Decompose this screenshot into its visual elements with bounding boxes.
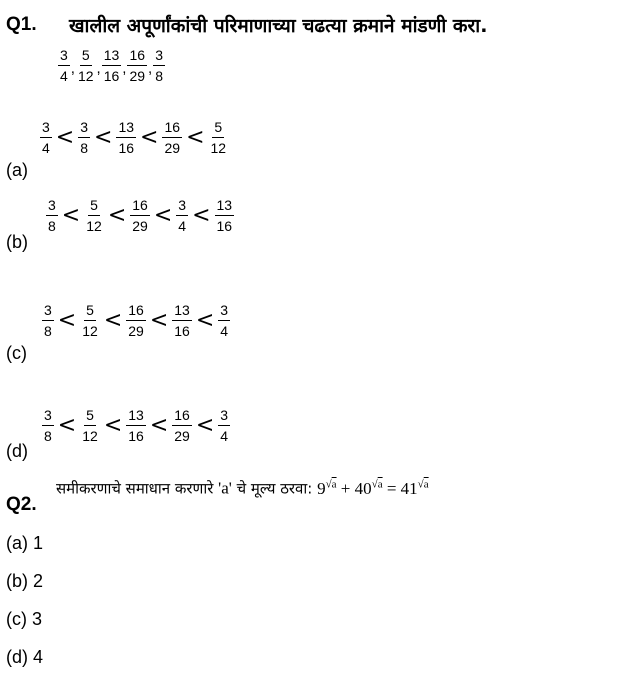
numerator: 13 <box>126 408 146 426</box>
option-a-expression <box>40 120 228 155</box>
denominator: 29 <box>174 428 190 444</box>
numerator: 16 <box>126 303 146 321</box>
exponent-root-a <box>372 478 383 490</box>
less-than-sign: < <box>61 203 81 228</box>
less-than-sign: < <box>153 203 173 228</box>
numerator: 13 <box>102 48 122 66</box>
less-than-sign: < <box>57 308 77 333</box>
fraction <box>126 408 146 443</box>
q2-option-a[interactable] <box>6 533 43 554</box>
exponent-root-a <box>326 478 337 490</box>
fraction <box>162 120 182 155</box>
equation <box>317 479 429 498</box>
separator: , <box>96 60 101 77</box>
fraction <box>116 120 136 155</box>
less-than-sign: < <box>107 203 127 228</box>
denominator: 4 <box>60 68 68 84</box>
denominator: 16 <box>128 428 144 444</box>
numerator: 3 <box>42 408 54 426</box>
denominator: 8 <box>48 218 56 234</box>
option-label: (b) <box>6 571 28 591</box>
numerator: 3 <box>153 48 165 66</box>
numerator: 13 <box>116 120 136 138</box>
less-than-sign: < <box>195 413 215 438</box>
numerator: 16 <box>172 408 192 426</box>
denominator: 29 <box>128 323 144 339</box>
radicand: a <box>423 478 429 490</box>
option-value: 1 <box>33 533 44 553</box>
option-value: 2 <box>33 571 44 591</box>
denominator: 16 <box>118 140 135 156</box>
radicand: a <box>377 478 383 490</box>
fraction <box>42 303 54 338</box>
fraction <box>84 198 104 233</box>
less-than-sign: < <box>195 308 215 333</box>
separator: , <box>70 60 75 77</box>
fraction <box>40 120 52 155</box>
denominator: 29 <box>132 218 148 234</box>
separator: , <box>148 60 153 77</box>
less-than-sign: < <box>140 125 159 150</box>
q2-option-b[interactable] <box>6 571 43 592</box>
denominator: 4 <box>220 323 229 339</box>
fraction <box>209 120 229 155</box>
numerator: 16 <box>130 198 150 216</box>
q2-option-c[interactable] <box>6 609 42 630</box>
question-1-fraction-list <box>58 48 165 83</box>
fraction <box>78 120 90 155</box>
fraction <box>172 303 192 338</box>
separator: , <box>122 60 127 77</box>
denominator: 16 <box>103 68 120 84</box>
numerator: 3 <box>176 198 188 216</box>
question-2-text-before: समीकरणाचे समाधान करणारे <box>56 479 219 498</box>
numerator: 5 <box>80 48 92 66</box>
numerator: 13 <box>215 198 235 216</box>
equals-sign: = <box>386 478 397 498</box>
fraction <box>172 408 192 443</box>
denominator: 12 <box>210 140 227 156</box>
fraction <box>126 303 146 338</box>
radical-sign: √ <box>325 478 332 490</box>
option-value: 3 <box>32 609 43 629</box>
option-c-expression <box>42 303 230 338</box>
numerator: 5 <box>84 408 96 426</box>
denominator: 8 <box>44 428 52 444</box>
denominator: 12 <box>86 218 102 234</box>
denominator: 12 <box>77 68 94 84</box>
denominator: 8 <box>155 68 164 84</box>
option-label: (d) <box>6 647 28 667</box>
fraction <box>130 198 150 233</box>
plus-sign: + <box>340 478 351 498</box>
fraction <box>46 198 58 233</box>
fraction <box>153 48 165 83</box>
option-label: (a) <box>6 533 28 553</box>
q2-option-d[interactable] <box>6 647 43 668</box>
less-than-sign: < <box>103 413 123 438</box>
less-than-sign: < <box>149 413 169 438</box>
option-label: (c) <box>6 609 27 629</box>
fraction <box>176 198 188 233</box>
radicand: a <box>331 478 337 490</box>
numerator: 16 <box>162 120 182 138</box>
numerator: 3 <box>78 120 90 138</box>
less-than-sign: < <box>94 125 113 150</box>
numerator: 3 <box>40 120 52 138</box>
question-1-text: खालील अपूर्णांकांची परिमाणाच्या चढत्या क्रमाने मांडणी करा. <box>69 15 488 37</box>
fraction <box>127 48 147 83</box>
option-value: 4 <box>33 647 44 667</box>
variable-a: 'a' <box>218 478 232 498</box>
exponent-root-a <box>418 478 429 490</box>
numerator: 5 <box>88 198 100 216</box>
denominator: 8 <box>44 323 52 339</box>
denominator: 8 <box>80 140 89 156</box>
question-2-text <box>56 478 429 499</box>
option-a-label[interactable]: (a) <box>6 160 28 180</box>
less-than-sign: < <box>57 413 77 438</box>
fraction <box>215 198 235 233</box>
denominator: 4 <box>42 140 50 156</box>
numerator: 3 <box>42 303 54 321</box>
radical-sign: √ <box>417 478 424 490</box>
less-than-sign: < <box>192 203 211 228</box>
denominator: 4 <box>178 218 187 234</box>
question-2-text-after: चे मूल्य ठरवा: <box>231 479 318 498</box>
option-c-label[interactable]: (c) <box>6 343 27 363</box>
fraction <box>218 303 230 338</box>
fraction <box>80 303 100 338</box>
base-9: 9 <box>317 478 326 498</box>
numerator: 13 <box>172 303 192 321</box>
numerator: 5 <box>212 120 224 138</box>
numerator: 3 <box>218 408 230 426</box>
less-than-sign: < <box>55 125 75 150</box>
less-than-sign: < <box>186 125 205 150</box>
option-d-expression <box>42 408 230 443</box>
denominator: 12 <box>82 323 98 339</box>
denominator: 29 <box>164 140 181 156</box>
fraction <box>102 48 122 83</box>
fraction <box>42 408 54 443</box>
denominator: 16 <box>174 323 190 339</box>
option-b-label[interactable]: (b) <box>6 232 28 252</box>
denominator: 12 <box>82 428 98 444</box>
numerator: 3 <box>58 48 70 66</box>
base-41: 41 <box>400 478 418 498</box>
fraction <box>218 408 230 443</box>
radical-sign: √ <box>371 478 378 490</box>
numerator: 16 <box>127 48 147 66</box>
denominator: 4 <box>220 428 229 444</box>
fraction <box>58 48 70 83</box>
less-than-sign: < <box>103 308 123 333</box>
numerator: 3 <box>218 303 230 321</box>
fraction <box>76 48 96 83</box>
option-b-expression <box>46 198 234 233</box>
denominator: 29 <box>129 68 146 84</box>
numerator: 3 <box>46 198 58 216</box>
numerator: 5 <box>84 303 96 321</box>
denominator: 16 <box>216 218 233 234</box>
fraction <box>80 408 100 443</box>
option-d-label[interactable]: (d) <box>6 441 28 461</box>
question-2-label: Q2. <box>6 494 37 515</box>
base-40: 40 <box>354 478 372 498</box>
question-1-label: Q1. <box>6 14 37 35</box>
less-than-sign: < <box>149 308 169 333</box>
